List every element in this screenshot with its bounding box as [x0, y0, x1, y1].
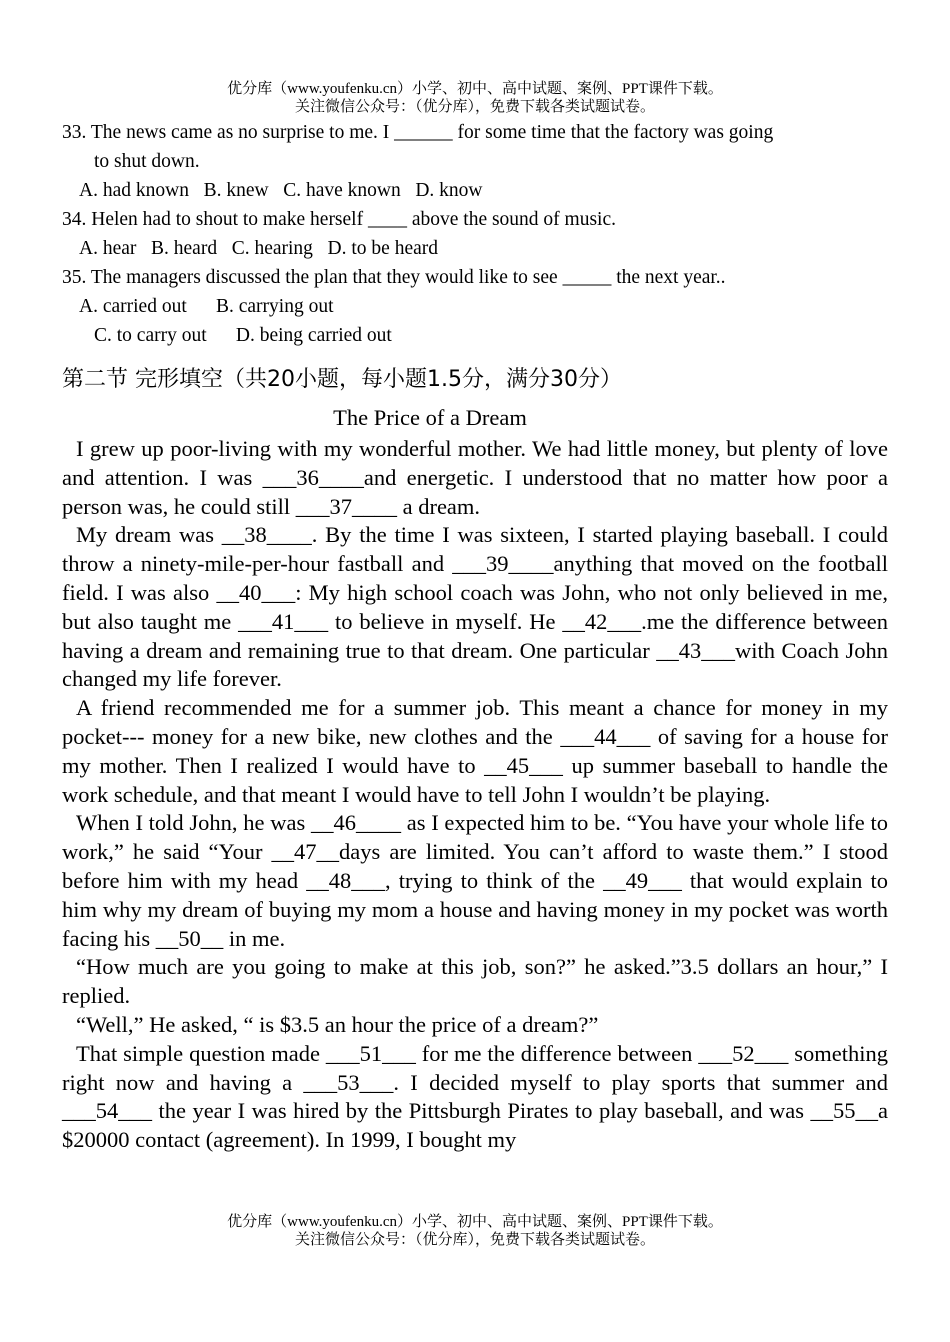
question-stem: 34. Helen had to shout to make herself ____ above the sound of music.: [62, 209, 617, 230]
question-stem: 35. The managers discussed the plan that they would like to see _____ the next year..: [62, 267, 726, 288]
question-options: A. hear B. heard C. hearing D. to be heard: [79, 238, 439, 259]
passage-paragraph: My dream was __38____. By the time I was sixteen, I started playing baseball. I could throw a ninety-mile-per-hour fastball and ___39____anything that moved on the football field. I was also __40___: My high school coach was John, who not only believed in me, but also taught me ___41___ to believe in myself. He __42___.me the difference between having a dream and remaining true to that dream. One particular __43___with Coach John changed my life forever.: [62, 522, 888, 692]
question-34: [62, 205, 888, 263]
question-options: A. carried out B. carrying out: [79, 296, 334, 317]
passage-paragraph: A friend recommended me for a summer job. This meant a chance for money in my pocket--- money for a new bike, new clothes and the ___44___ of saving for a house for my mother. Then I realized I would have to __45___ up summer baseball to handle the work schedule, and that meant I would have to tell John I wouldn’t be playing.: [62, 695, 888, 807]
passage-paragraph: I grew up poor-living with my wonderful mother. We had little money, but plenty of love and attention. I was ___36____and energetic. I understood that no matter how poor a person was, he could still ___37____ a dream.: [62, 436, 888, 519]
footer-line-1: 优分库（www.youfenku.cn）小学、初中、高中试题、案例、PPT课件下载。: [227, 1214, 723, 1230]
question-stem-continued: to shut down.: [94, 151, 200, 172]
question-options: A. had known B. knew C. have known D. know: [79, 180, 483, 201]
page-footer: [0, 1213, 950, 1249]
question-stem: 33. The news came as no surprise to me. I ______ for some time that the factory was going: [62, 122, 774, 143]
header-line-1: 优分库（www.youfenku.cn）小学、初中、高中试题、案例、PPT课件下载。: [227, 81, 723, 97]
page-header: [0, 80, 950, 116]
question-35: [62, 263, 888, 350]
passage-paragraph: “How much are you going to make at this job, son?” he asked.”3.5 dollars an hour,” I replied.: [62, 954, 888, 1009]
passage-paragraph: “Well,” He asked, “ is $3.5 an hour the price of a dream?”: [76, 1011, 599, 1037]
question-33: [62, 118, 888, 205]
header-line-2: 关注微信公众号：（优分库），免费下载各类试题试卷。: [294, 99, 655, 115]
footer-line-2: 关注微信公众号：（优分库），免费下载各类试题试卷。: [294, 1232, 655, 1248]
passage-paragraph: When I told John, he was __46____ as I expected him to be. “You have your whole life to work,” he said “Your __47__days are limited. You can’t afford to waste them.” I stood before him with my head __48___, trying to think of the __49___ that would explain to him why my dream of buying my mom a house and having money in my pocket was worth facing his __50__ in me.: [62, 810, 888, 951]
passage-title: The Price of a Dream: [333, 405, 527, 430]
passage-paragraph: That simple question made ___51___ for me the difference between ___52___ something right now and having a ___53___. I decided myself to play sports that summer and ___54___ the year I was hired by the Pittsburgh Pirates to play baseball, and was __55__a $20000 contact (agreement). In 1999, I bought my: [62, 1040, 888, 1153]
question-options-line-2: C. to carry out D. being carried out: [94, 325, 392, 346]
passage-body: [62, 435, 888, 1155]
section-heading: 第二节 完形填空（共20小题，每小题1.5分，满分30分）: [62, 367, 622, 392]
